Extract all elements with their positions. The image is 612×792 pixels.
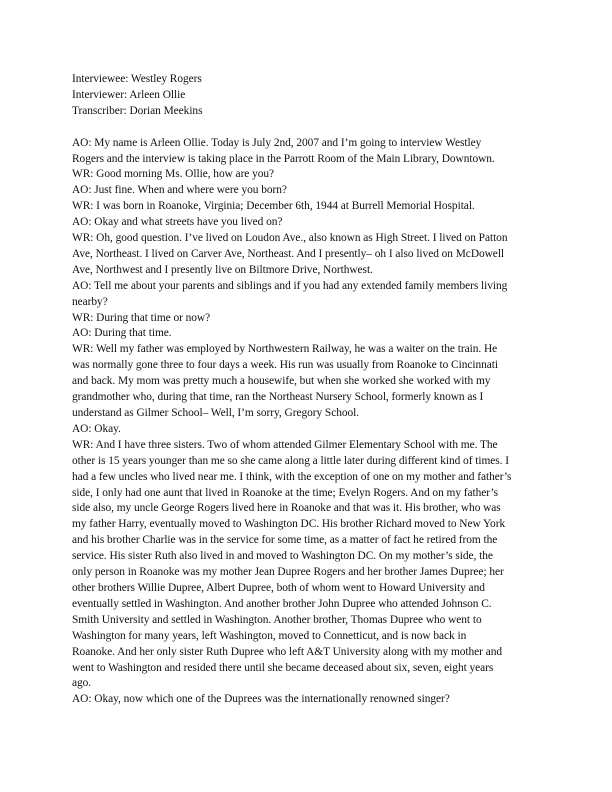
transcript-paragraph	[72, 422, 540, 438]
transcript-paragraph	[72, 231, 540, 279]
transcript-line: other is 15 years younger than me so she came along a little later during different kind of times. I	[72, 454, 509, 467]
transcript-line: was normally gone three to four days a week. His run was usually from Roanoke to Cincinnati	[72, 359, 498, 372]
transcript-body	[72, 136, 540, 709]
transcript-line: AO: Just fine. When and where were you born?	[72, 184, 287, 197]
transcriber-line: Transcriber: Dorian Meekins	[72, 104, 203, 117]
transcript-line: AO: My name is Arleen Ollie. Today is July 2nd, 2007 and I’m going to interview Westley	[72, 136, 482, 149]
transcript-paragraph	[72, 183, 540, 199]
transcript-paragraph	[72, 136, 540, 168]
transcript-line: Rogers and the interview is taking place in the Parrott Room of the Main Library, Downtown.	[72, 152, 495, 165]
transcript-line: nearby?	[72, 295, 108, 308]
transcript-page	[72, 72, 540, 708]
transcript-line: AO: During that time.	[72, 327, 172, 340]
transcript-line: and back. My mom was pretty much a housewife, but when she worked she worked with my	[72, 375, 491, 388]
transcript-line: Ave, Northeast. I lived on Carver Ave, Northeast. And I presently– oh I also lived on McDowell	[72, 247, 505, 260]
interview-header	[72, 72, 540, 120]
transcript-line: grandmother who, during that time, ran the Northeast Nursery School, formerly known as I	[72, 391, 484, 404]
transcript-line: side also, my uncle George Rogers lived here in Roanoke and that was it. His brother, who was	[72, 502, 501, 515]
interviewee-line: Interviewee: Westley Rogers	[72, 73, 202, 85]
transcript-line: AO: Tell me about your parents and siblings and if you had any extended family members living	[72, 279, 508, 292]
transcript-line: AO: Okay, now which one of the Duprees was the internationally renowned singer?	[72, 693, 450, 706]
transcript-paragraph	[72, 199, 540, 215]
transcript-line: Washington for many years, left Washington, moved to Connetticut, and is now back in	[72, 629, 467, 642]
transcript-line: and his brother Charlie was in the service for some time, as a matter of fact he retired from the	[72, 534, 498, 547]
header-spacer	[72, 120, 540, 136]
transcript-line: understand as Gilmer School– Well, I’m sorry, Gregory School.	[72, 407, 360, 420]
transcript-line: my father Harry, eventually moved to Washington DC. His brother Richard moved to New York	[72, 518, 506, 531]
transcript-paragraph	[72, 279, 540, 311]
transcript-paragraph	[72, 311, 540, 327]
transcript-line: only person in Roanoke was my mother Jean Dupree Rogers and her brother James Dupree; her	[72, 566, 504, 579]
transcript-paragraph	[72, 342, 540, 422]
transcript-line: WR: Oh, good question. I’ve lived on Loudon Ave., also known as High Street. I lived on Patton	[72, 232, 508, 245]
transcript-paragraph	[72, 326, 540, 342]
transcript-line: other brothers Willie Dupree, Albert Dupree, both of whom went to Howard University and	[72, 581, 485, 594]
transcript-paragraph	[72, 167, 540, 183]
transcript-line: ago.	[72, 677, 92, 690]
transcript-line: Roanoke. And her only sister Ruth Dupree who left A&T University along with my mother and	[72, 645, 503, 658]
transcript-line: AO: Okay.	[72, 422, 121, 435]
transcript-line: eventually settled in Washington. And another brother John Dupree who attended Johnson C.	[72, 597, 492, 610]
transcript-line: WR: I was born in Roanoke, Virginia; December 6th, 1944 at Burrell Memorial Hospital.	[72, 200, 475, 213]
transcript-line: Ave, Northwest and I presently live on Biltmore Drive, Northwest.	[72, 263, 373, 276]
transcript-line: WR: Well my father was employed by Northwestern Railway, he was a waiter on the train. He	[72, 343, 498, 356]
transcript-line: service. His sister Ruth also lived in and moved to Washington DC. On my mother’s side, the	[72, 550, 493, 563]
transcript-line: side, I only had one aunt that lived in Roanoke at the time; Evelyn Rogers. And on my father’s	[72, 486, 498, 499]
transcript-paragraph	[72, 692, 540, 708]
transcript-line: had a few uncles who lived near me. I think, with the exception of one on my mother and father’s	[72, 470, 512, 483]
transcript-line: went to Washington and resided there until she became deceased about six, seven, eight years	[72, 661, 494, 674]
transcript-line: Smith University and settled in Washington. Another brother, Thomas Dupree who went to	[72, 613, 482, 626]
transcript-line: WR: During that time or now?	[72, 311, 211, 324]
transcript-line: AO: Okay and what streets have you lived on?	[72, 216, 283, 229]
transcript-line: WR: Good morning Ms. Ollie, how are you?	[72, 168, 275, 181]
transcript-line: WR: And I have three sisters. Two of whom attended Gilmer Elementary School with me. The	[72, 438, 498, 451]
transcript-paragraph	[72, 438, 540, 693]
interviewer-line: Interviewer: Arleen Ollie	[72, 88, 186, 101]
transcript-paragraph	[72, 215, 540, 231]
